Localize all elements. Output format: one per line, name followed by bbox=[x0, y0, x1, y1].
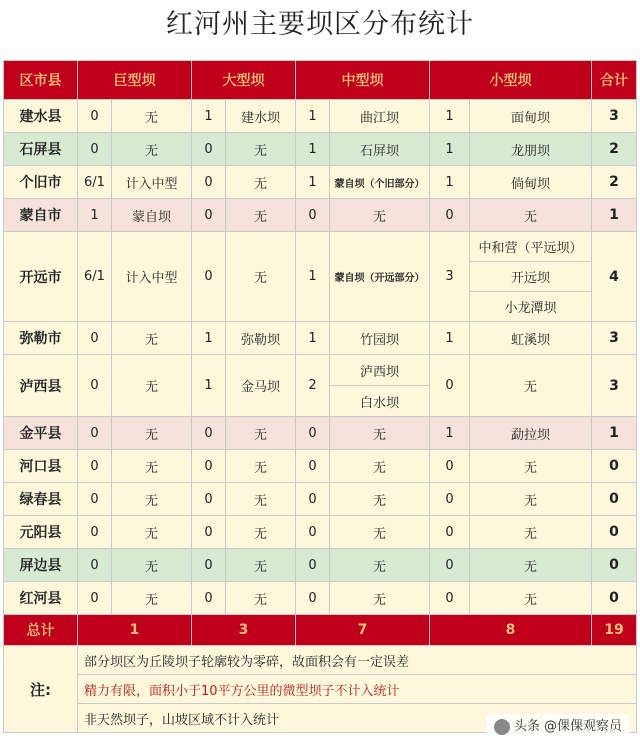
table-row bbox=[4, 355, 637, 386]
giant-count: 6/1 bbox=[78, 232, 112, 322]
small-dam: 无 bbox=[470, 450, 592, 483]
summary-row bbox=[4, 615, 637, 646]
county-name: 绿春县 bbox=[4, 483, 78, 516]
county-name: 开远市 bbox=[4, 232, 78, 322]
table-row bbox=[4, 199, 637, 232]
county-name: 建水县 bbox=[4, 100, 78, 133]
summary-label: 总计 bbox=[4, 615, 78, 646]
table-row bbox=[4, 232, 637, 262]
large-count: 0 bbox=[192, 483, 226, 516]
table-row bbox=[4, 549, 637, 582]
small-count: 0 bbox=[430, 199, 470, 232]
summary-large: 3 bbox=[192, 615, 296, 646]
large-count: 0 bbox=[192, 417, 226, 450]
large-dam: 无 bbox=[226, 582, 296, 615]
large-dam: 无 bbox=[226, 516, 296, 549]
table-row bbox=[4, 133, 637, 166]
large-dam: 金马坝 bbox=[226, 355, 296, 417]
table-row bbox=[4, 166, 637, 199]
row-total: 1 bbox=[592, 417, 637, 450]
large-count: 0 bbox=[192, 133, 226, 166]
header-total: 合计 bbox=[592, 61, 637, 100]
giant-count: 0 bbox=[78, 450, 112, 483]
table-header-row bbox=[4, 61, 637, 100]
row-total: 0 bbox=[592, 516, 637, 549]
note-line-1: 部分坝区为丘陵坝子轮廓较为零碎，故面积会有一定误差 bbox=[78, 646, 637, 675]
medium-count: 1 bbox=[296, 322, 330, 355]
small-count: 0 bbox=[430, 355, 470, 417]
county-name: 元阳县 bbox=[4, 516, 78, 549]
row-total: 3 bbox=[592, 322, 637, 355]
giant-dam: 计入中型 bbox=[112, 232, 192, 322]
county-name: 金平县 bbox=[4, 417, 78, 450]
large-count: 0 bbox=[192, 549, 226, 582]
medium-dam: 无 bbox=[330, 450, 430, 483]
large-dam: 建水坝 bbox=[226, 100, 296, 133]
county-name: 石屏县 bbox=[4, 133, 78, 166]
medium-dam: 竹园坝 bbox=[330, 322, 430, 355]
giant-dam: 无 bbox=[112, 417, 192, 450]
small-count: 0 bbox=[430, 516, 470, 549]
large-count: 1 bbox=[192, 355, 226, 417]
giant-count: 0 bbox=[78, 133, 112, 166]
table-row bbox=[4, 582, 637, 615]
table-row bbox=[4, 516, 637, 549]
large-dam: 弥勒坝 bbox=[226, 322, 296, 355]
summary-medium: 7 bbox=[296, 615, 430, 646]
large-count: 0 bbox=[192, 232, 226, 322]
medium-count: 0 bbox=[296, 199, 330, 232]
large-count: 1 bbox=[192, 322, 226, 355]
large-count: 0 bbox=[192, 199, 226, 232]
small-dam: 小龙潭坝 bbox=[470, 292, 592, 322]
medium-dam: 无 bbox=[330, 417, 430, 450]
table-row bbox=[4, 483, 637, 516]
author-avatar-icon bbox=[494, 719, 510, 735]
giant-dam: 无 bbox=[112, 549, 192, 582]
giant-dam: 无 bbox=[112, 355, 192, 417]
medium-count: 1 bbox=[296, 232, 330, 322]
header-large: 大型坝 bbox=[192, 61, 296, 100]
giant-count: 0 bbox=[78, 516, 112, 549]
small-count: 1 bbox=[430, 166, 470, 199]
county-name: 河口县 bbox=[4, 450, 78, 483]
large-dam: 无 bbox=[226, 483, 296, 516]
small-count: 0 bbox=[430, 582, 470, 615]
small-dam: 无 bbox=[470, 199, 592, 232]
dam-statistics-table bbox=[3, 60, 637, 733]
giant-dam: 无 bbox=[112, 133, 192, 166]
small-dam: 无 bbox=[470, 582, 592, 615]
summary-total: 19 bbox=[592, 615, 637, 646]
small-count: 3 bbox=[430, 232, 470, 322]
giant-dam: 无 bbox=[112, 100, 192, 133]
small-dam: 勐拉坝 bbox=[470, 417, 592, 450]
small-dam: 无 bbox=[470, 516, 592, 549]
row-total: 0 bbox=[592, 483, 637, 516]
small-dam: 中和营（平远坝） bbox=[470, 232, 592, 262]
medium-dam: 无 bbox=[330, 582, 430, 615]
small-dam: 无 bbox=[470, 549, 592, 582]
medium-count: 1 bbox=[296, 100, 330, 133]
giant-dam: 蒙自坝 bbox=[112, 199, 192, 232]
giant-count: 0 bbox=[78, 355, 112, 417]
giant-count: 0 bbox=[78, 582, 112, 615]
note-label: 注: bbox=[4, 646, 78, 733]
giant-dam: 无 bbox=[112, 322, 192, 355]
small-dam: 虹溪坝 bbox=[470, 322, 592, 355]
giant-count: 0 bbox=[78, 417, 112, 450]
medium-dam: 石屏坝 bbox=[330, 133, 430, 166]
row-total: 3 bbox=[592, 100, 637, 133]
small-dam: 开远坝 bbox=[470, 262, 592, 292]
small-dam: 无 bbox=[470, 355, 592, 417]
giant-dam: 无 bbox=[112, 483, 192, 516]
large-dam: 无 bbox=[226, 199, 296, 232]
giant-dam: 无 bbox=[112, 582, 192, 615]
medium-dam: 白水坝 bbox=[330, 386, 430, 417]
medium-count: 0 bbox=[296, 582, 330, 615]
giant-dam: 计入中型 bbox=[112, 166, 192, 199]
small-count: 1 bbox=[430, 322, 470, 355]
page-title: 红河州主要坝区分布统计 bbox=[166, 9, 474, 40]
table-row bbox=[4, 417, 637, 450]
row-total: 4 bbox=[592, 232, 637, 322]
small-count: 0 bbox=[430, 483, 470, 516]
table-row bbox=[4, 100, 637, 133]
header-county: 区市县 bbox=[4, 61, 78, 100]
small-count: 1 bbox=[430, 133, 470, 166]
giant-count: 1 bbox=[78, 199, 112, 232]
note-line-2: 精力有限，面积小于10平方公里的微型坝子不计入统计 bbox=[78, 675, 637, 704]
summary-giant: 1 bbox=[78, 615, 192, 646]
row-total: 0 bbox=[592, 582, 637, 615]
medium-dam: 泸西坝 bbox=[330, 355, 430, 386]
table-row bbox=[4, 322, 637, 355]
large-count: 1 bbox=[192, 100, 226, 133]
giant-count: 0 bbox=[78, 549, 112, 582]
row-total: 3 bbox=[592, 355, 637, 417]
medium-dam: 蒙自坝（个旧部分） bbox=[330, 166, 430, 199]
row-total: 0 bbox=[592, 450, 637, 483]
county-name: 弥勒市 bbox=[4, 322, 78, 355]
large-count: 0 bbox=[192, 516, 226, 549]
giant-dam: 无 bbox=[112, 516, 192, 549]
giant-count: 0 bbox=[78, 100, 112, 133]
small-count: 0 bbox=[430, 549, 470, 582]
small-count: 1 bbox=[430, 417, 470, 450]
medium-dam: 蒙自坝（开远部分） bbox=[330, 232, 430, 322]
county-name: 屏边县 bbox=[4, 549, 78, 582]
large-dam: 无 bbox=[226, 133, 296, 166]
large-dam: 无 bbox=[226, 549, 296, 582]
medium-dam: 无 bbox=[330, 516, 430, 549]
small-dam: 倘甸坝 bbox=[470, 166, 592, 199]
small-dam: 无 bbox=[470, 483, 592, 516]
watermark bbox=[486, 714, 630, 740]
row-total: 0 bbox=[592, 549, 637, 582]
row-total: 1 bbox=[592, 199, 637, 232]
large-dam: 无 bbox=[226, 232, 296, 322]
large-dam: 无 bbox=[226, 450, 296, 483]
table-row bbox=[4, 450, 637, 483]
medium-dam: 无 bbox=[330, 199, 430, 232]
note-row bbox=[4, 646, 637, 675]
medium-dam: 无 bbox=[330, 483, 430, 516]
header-small: 小型坝 bbox=[430, 61, 592, 100]
large-dam: 无 bbox=[226, 166, 296, 199]
medium-count: 0 bbox=[296, 516, 330, 549]
note-line-3: 非天然坝子，山坡区域不计入统计 bbox=[78, 704, 637, 733]
giant-count: 0 bbox=[78, 322, 112, 355]
row-total: 2 bbox=[592, 133, 637, 166]
header-medium: 中型坝 bbox=[296, 61, 430, 100]
summary-small: 8 bbox=[430, 615, 592, 646]
small-dam: 龙朋坝 bbox=[470, 133, 592, 166]
small-count: 0 bbox=[430, 450, 470, 483]
medium-dam: 曲江坝 bbox=[330, 100, 430, 133]
county-name: 红河县 bbox=[4, 582, 78, 615]
small-count: 1 bbox=[430, 100, 470, 133]
medium-count: 2 bbox=[296, 355, 330, 417]
note-row bbox=[4, 675, 637, 704]
small-dam: 面甸坝 bbox=[470, 100, 592, 133]
header-giant: 巨型坝 bbox=[78, 61, 192, 100]
medium-count: 0 bbox=[296, 549, 330, 582]
medium-dam: 无 bbox=[330, 549, 430, 582]
medium-count: 0 bbox=[296, 450, 330, 483]
medium-count: 1 bbox=[296, 133, 330, 166]
medium-count: 0 bbox=[296, 483, 330, 516]
giant-count: 0 bbox=[78, 483, 112, 516]
row-total: 2 bbox=[592, 166, 637, 199]
medium-count: 1 bbox=[296, 166, 330, 199]
watermark-text: 头条 @倮倮观察员 bbox=[513, 719, 622, 734]
medium-count: 0 bbox=[296, 417, 330, 450]
county-name: 个旧市 bbox=[4, 166, 78, 199]
large-dam: 无 bbox=[226, 417, 296, 450]
giant-dam: 无 bbox=[112, 450, 192, 483]
large-count: 0 bbox=[192, 450, 226, 483]
large-count: 0 bbox=[192, 582, 226, 615]
giant-count: 6/1 bbox=[78, 166, 112, 199]
county-name: 蒙自市 bbox=[4, 199, 78, 232]
large-count: 0 bbox=[192, 166, 226, 199]
county-name: 泸西县 bbox=[4, 355, 78, 417]
